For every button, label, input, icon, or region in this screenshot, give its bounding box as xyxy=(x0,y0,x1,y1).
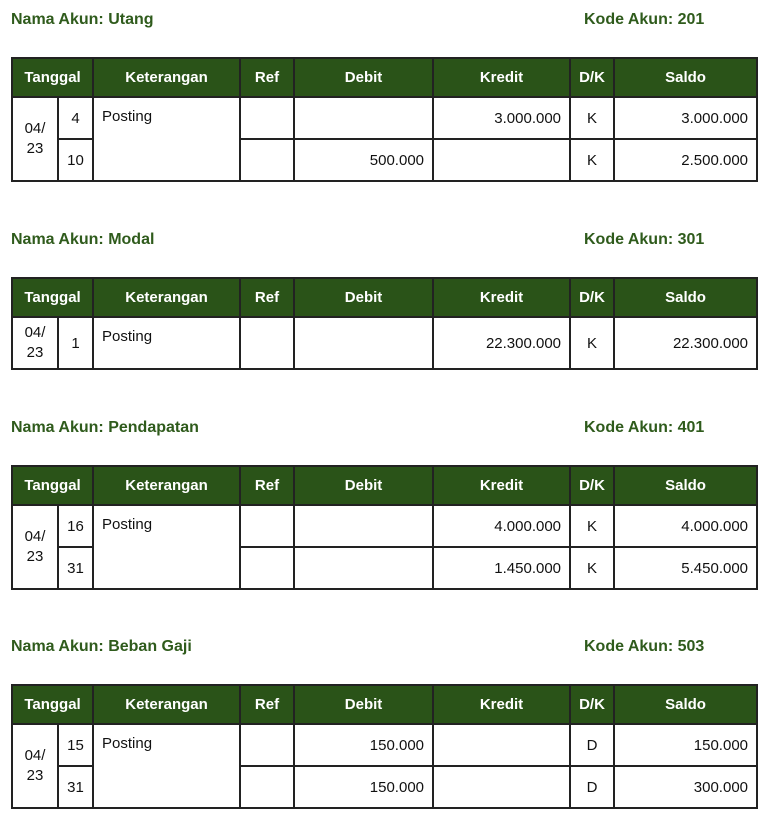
column-header: Tanggal xyxy=(12,685,93,724)
column-header: Saldo xyxy=(614,58,757,97)
ledger-table xyxy=(11,684,758,809)
ref-cell xyxy=(240,766,294,808)
month-cell: 04/ 23 xyxy=(12,97,58,181)
saldo-cell: 2.500.000 xyxy=(614,139,757,181)
month-cell: 04/ 23 xyxy=(12,724,58,808)
day-cell: 31 xyxy=(58,547,93,589)
ref-cell xyxy=(240,505,294,547)
column-header: Ref xyxy=(240,685,294,724)
keterangan-cell: Posting xyxy=(93,505,240,589)
day-cell: 4 xyxy=(58,97,93,139)
column-header: Debit xyxy=(294,466,433,505)
column-header: Saldo xyxy=(614,278,757,317)
saldo-cell: 5.450.000 xyxy=(614,547,757,589)
saldo-cell: 22.300.000 xyxy=(614,317,757,369)
column-header: Keterangan xyxy=(93,466,240,505)
column-header: Tanggal xyxy=(12,58,93,97)
column-header: Kredit xyxy=(433,685,570,724)
table-row xyxy=(12,724,757,766)
column-header: Tanggal xyxy=(12,278,93,317)
table-row xyxy=(12,97,757,139)
column-header: Tanggal xyxy=(12,466,93,505)
column-header: D/K xyxy=(570,58,614,97)
account-code: Kode Akun: 401 xyxy=(584,419,705,436)
kredit-cell xyxy=(433,139,570,181)
dk-cell: K xyxy=(570,547,614,589)
saldo-cell: 3.000.000 xyxy=(614,97,757,139)
column-header: Debit xyxy=(294,685,433,724)
table-row xyxy=(12,317,757,369)
month-cell: 04/ 23 xyxy=(12,505,58,589)
ledger-table xyxy=(11,57,758,182)
dk-cell: K xyxy=(570,317,614,369)
header-row xyxy=(12,58,757,97)
ref-cell xyxy=(240,547,294,589)
debit-cell: 150.000 xyxy=(294,724,433,766)
ref-cell xyxy=(240,97,294,139)
account-code: Kode Akun: 503 xyxy=(584,638,705,655)
account-name: Nama Akun: Utang xyxy=(11,11,154,28)
debit-cell: 500.000 xyxy=(294,139,433,181)
ledger-table xyxy=(11,465,758,590)
account-code: Kode Akun: 201 xyxy=(584,11,705,28)
kredit-cell xyxy=(433,766,570,808)
column-header: Keterangan xyxy=(93,58,240,97)
ref-cell xyxy=(240,724,294,766)
ledger-table xyxy=(11,277,758,370)
keterangan-cell: Posting xyxy=(93,317,240,369)
dk-cell: K xyxy=(570,97,614,139)
column-header: Ref xyxy=(240,58,294,97)
column-header: Debit xyxy=(294,278,433,317)
dk-cell: K xyxy=(570,139,614,181)
day-cell: 16 xyxy=(58,505,93,547)
column-header: Ref xyxy=(240,278,294,317)
column-header: D/K xyxy=(570,685,614,724)
account-name: Nama Akun: Beban Gaji xyxy=(11,638,192,655)
saldo-cell: 150.000 xyxy=(614,724,757,766)
day-cell: 31 xyxy=(58,766,93,808)
account-name: Nama Akun: Modal xyxy=(11,231,155,248)
column-header: Kredit xyxy=(433,58,570,97)
debit-cell xyxy=(294,547,433,589)
kredit-cell: 22.300.000 xyxy=(433,317,570,369)
kredit-cell: 4.000.000 xyxy=(433,505,570,547)
month-cell: 04/ 23 xyxy=(12,317,58,369)
header-row xyxy=(12,685,757,724)
kredit-cell: 3.000.000 xyxy=(433,97,570,139)
day-cell: 1 xyxy=(58,317,93,369)
table-row xyxy=(12,505,757,547)
debit-cell xyxy=(294,317,433,369)
kredit-cell xyxy=(433,724,570,766)
column-header: Saldo xyxy=(614,466,757,505)
day-cell: 15 xyxy=(58,724,93,766)
saldo-cell: 300.000 xyxy=(614,766,757,808)
column-header: Debit xyxy=(294,58,433,97)
dk-cell: D xyxy=(570,766,614,808)
debit-cell xyxy=(294,505,433,547)
saldo-cell: 4.000.000 xyxy=(614,505,757,547)
column-header: Ref xyxy=(240,466,294,505)
header-row xyxy=(12,466,757,505)
column-header: Keterangan xyxy=(93,278,240,317)
kredit-cell: 1.450.000 xyxy=(433,547,570,589)
header-row xyxy=(12,278,757,317)
debit-cell: 150.000 xyxy=(294,766,433,808)
dk-cell: D xyxy=(570,724,614,766)
ref-cell xyxy=(240,139,294,181)
column-header: Keterangan xyxy=(93,685,240,724)
debit-cell xyxy=(294,97,433,139)
ref-cell xyxy=(240,317,294,369)
column-header: Saldo xyxy=(614,685,757,724)
column-header: D/K xyxy=(570,278,614,317)
dk-cell: K xyxy=(570,505,614,547)
column-header: Kredit xyxy=(433,278,570,317)
account-name: Nama Akun: Pendapatan xyxy=(11,419,199,436)
keterangan-cell: Posting xyxy=(93,724,240,808)
account-code: Kode Akun: 301 xyxy=(584,231,705,248)
keterangan-cell: Posting xyxy=(93,97,240,181)
column-header: D/K xyxy=(570,466,614,505)
column-header: Kredit xyxy=(433,466,570,505)
day-cell: 10 xyxy=(58,139,93,181)
